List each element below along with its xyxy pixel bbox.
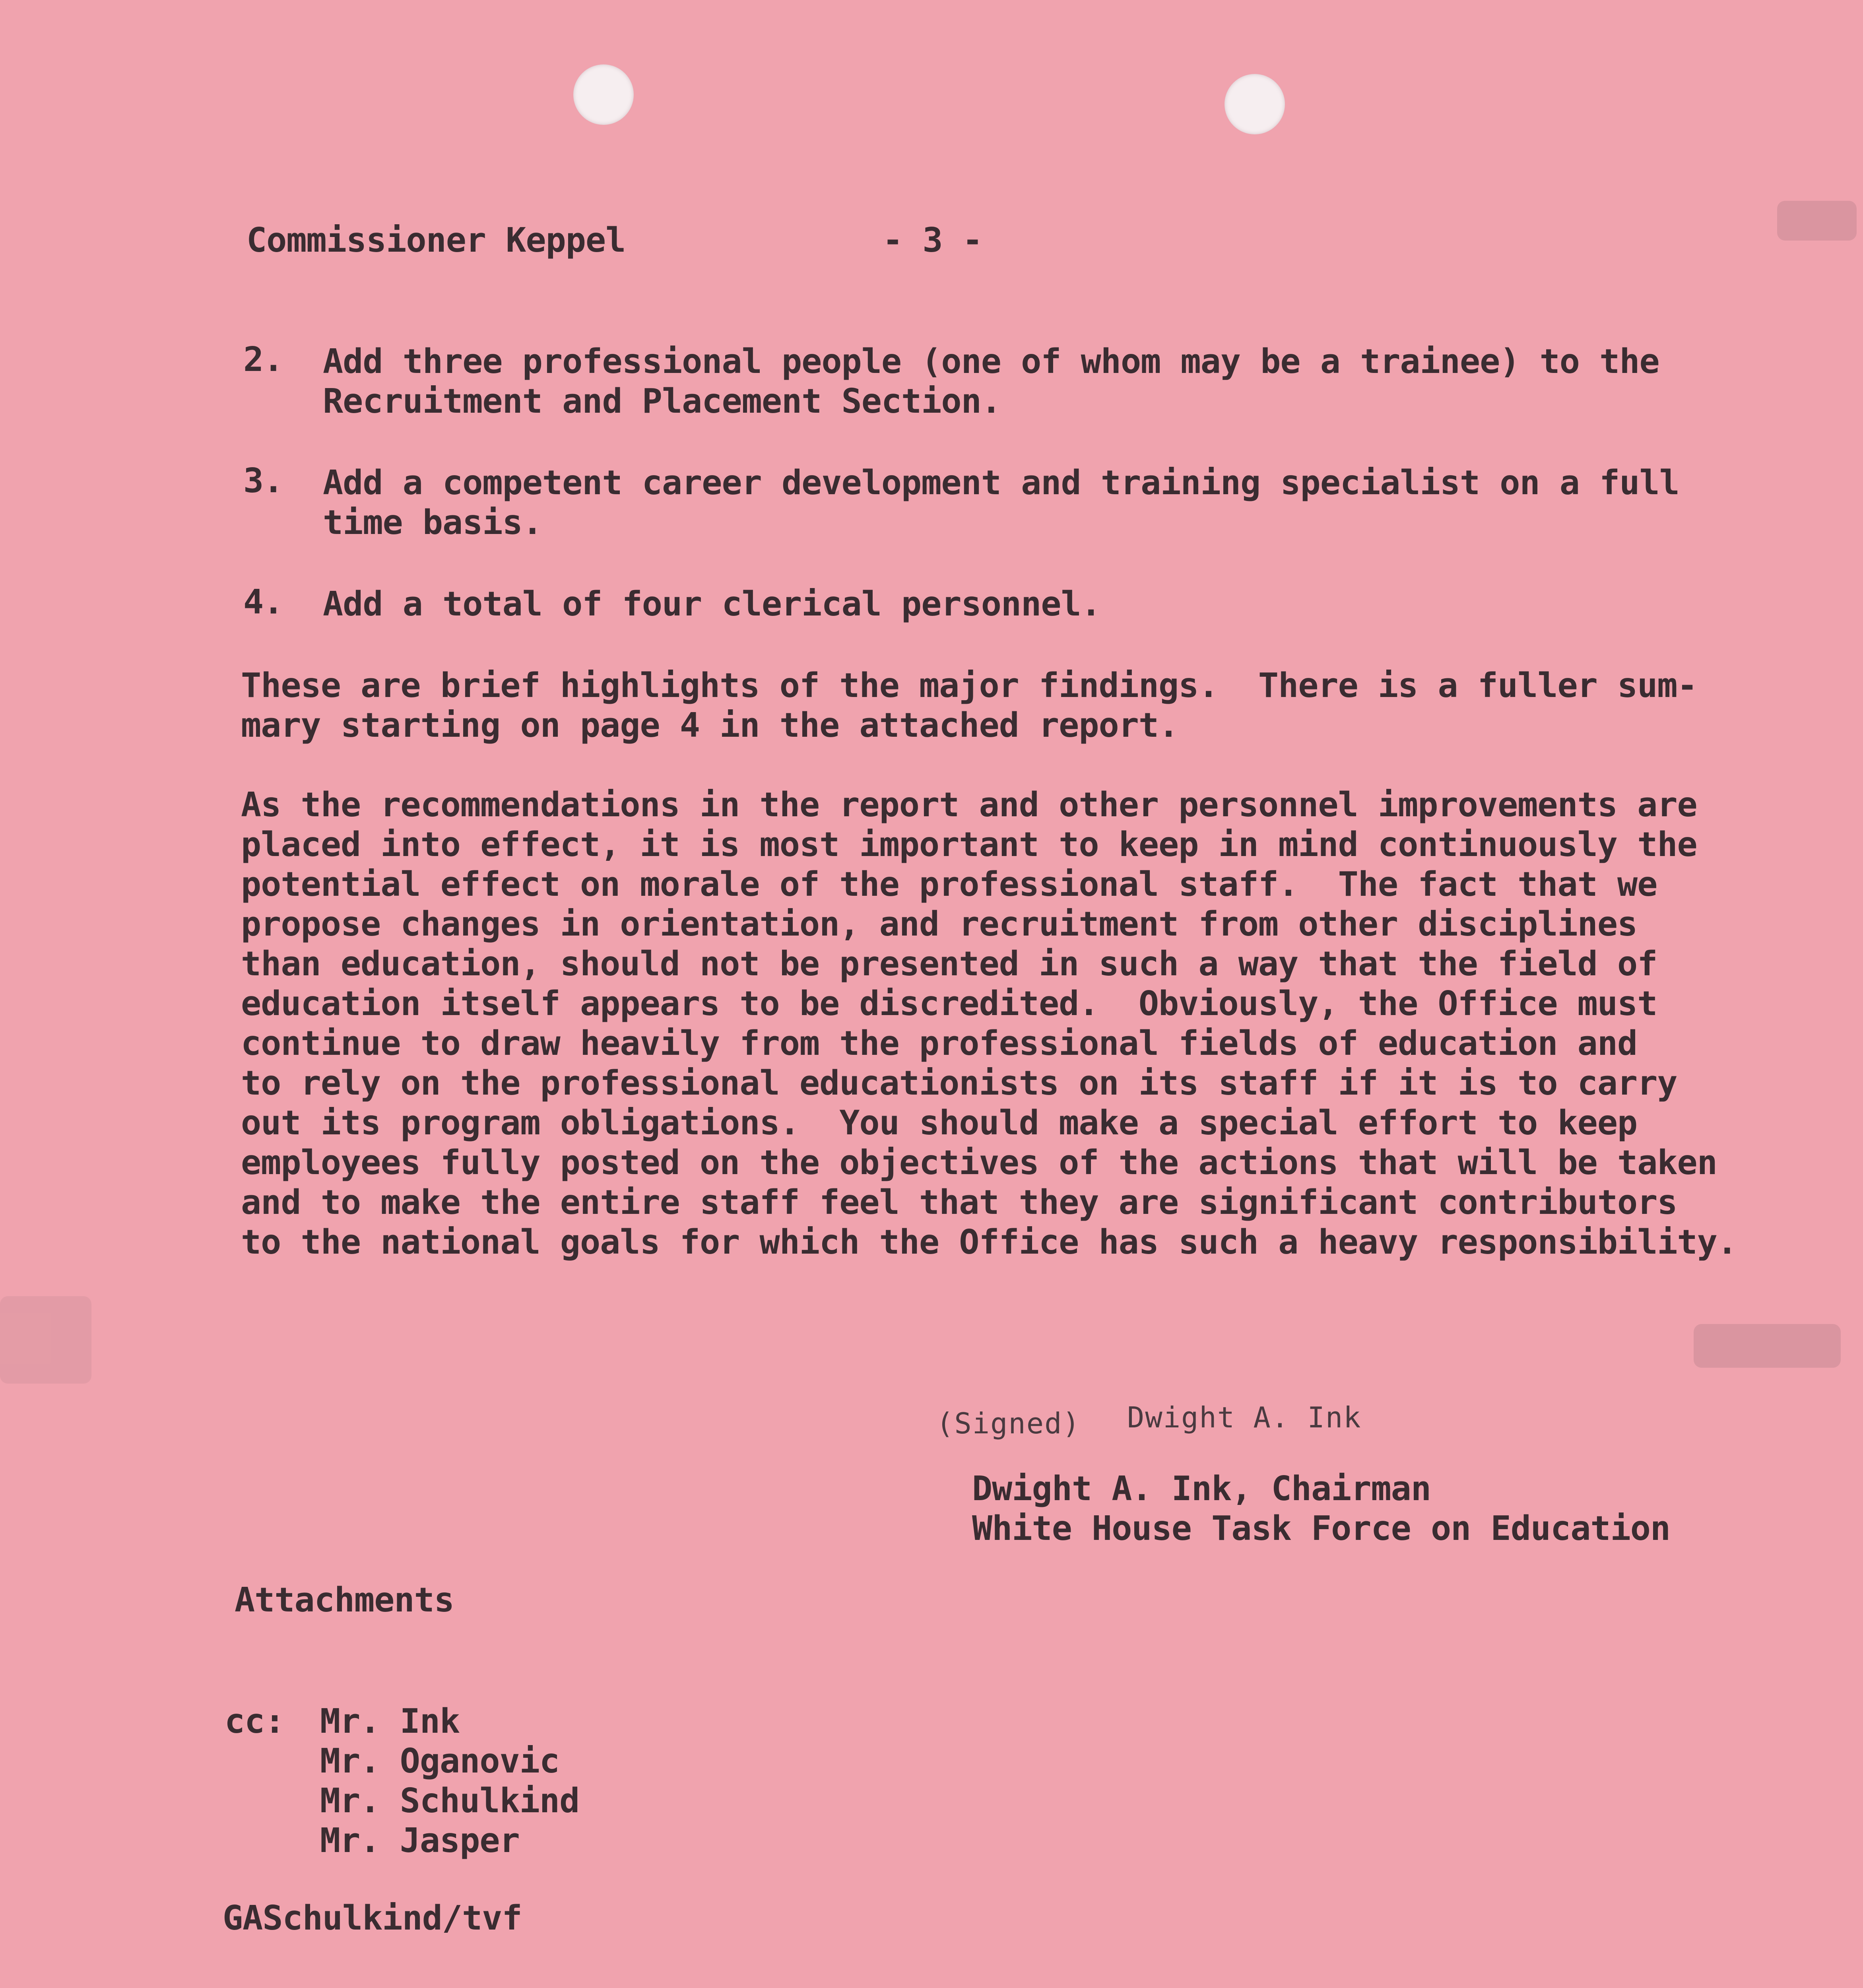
- list-item-line: time basis.: [323, 503, 542, 542]
- reference-initials: GASchulkind/tvf: [223, 1899, 522, 1938]
- margin-smudge: [1694, 1324, 1841, 1368]
- paragraph-line: and to make the entire staff feel that they are significant contributors: [241, 1183, 1677, 1222]
- page-number: - 3 -: [883, 221, 982, 260]
- list-item-line: Recruitment and Placement Section.: [323, 382, 1001, 421]
- signatory-name: Dwight A. Ink, Chairman: [972, 1469, 1431, 1508]
- list-item-number: 3.: [243, 461, 283, 501]
- paragraph-line: to the national goals for which the Office has such a heavy responsibility.: [241, 1223, 1737, 1262]
- paragraph-line: These are brief highlights of the major findings. There is a fuller sum-: [241, 666, 1697, 705]
- paragraph-line: As the recommendations in the report and other personnel improvements are: [241, 785, 1697, 825]
- list-item-line: Add a competent career development and training specialist on a full: [323, 463, 1679, 503]
- signed-label: (Signed): [936, 1407, 1081, 1440]
- addressee-header: Commissioner Keppel: [246, 221, 626, 260]
- margin-smudge: [0, 1296, 91, 1384]
- signatory-title: White House Task Force on Education: [972, 1509, 1671, 1548]
- cc-label: cc:: [225, 1702, 285, 1741]
- list-item-number: 4.: [243, 582, 283, 622]
- list-item-number: 2.: [243, 340, 283, 379]
- paragraph-line: potential effect on morale of the professional staff. The fact that we: [241, 865, 1657, 904]
- cc-recipient: Mr. Schulkind: [320, 1781, 580, 1821]
- punch-hole-left: [573, 64, 634, 125]
- attachments-label: Attachments: [235, 1580, 454, 1620]
- cc-recipient: Mr. Ink: [320, 1702, 460, 1741]
- paragraph-line: to rely on the professional educationists on its staff if it is to carry: [241, 1064, 1677, 1103]
- paragraph-line: propose changes in orientation, and recruitment from other disciplines: [241, 905, 1638, 944]
- list-item-line: Add a total of four clerical personnel.: [323, 584, 1101, 624]
- paragraph-line: placed into effect, it is most important to keep in mind continuously the: [241, 825, 1697, 864]
- paragraph-line: out its program obligations. You should make a special effort to keep: [241, 1103, 1638, 1143]
- signed-name: Dwight A. Ink: [1127, 1401, 1362, 1434]
- cc-recipient: Mr. Jasper: [320, 1821, 520, 1860]
- punch-hole-right: [1225, 74, 1285, 134]
- margin-smudge: [1777, 201, 1857, 241]
- paragraph-line: mary starting on page 4 in the attached report.: [241, 706, 1179, 745]
- paragraph-line: employees fully posted on the objectives of the actions that will be taken: [241, 1143, 1717, 1182]
- list-item-line: Add three professional people (one of whom may be a trainee) to the: [323, 342, 1659, 381]
- paragraph-line: than education, should not be presented in such a way that the field of: [241, 944, 1657, 984]
- paragraph-line: education itself appears to be discredited. Obviously, the Office must: [241, 984, 1657, 1023]
- paragraph-line: continue to draw heavily from the professional fields of education and: [241, 1024, 1638, 1063]
- cc-recipient: Mr. Oganovic: [320, 1741, 560, 1781]
